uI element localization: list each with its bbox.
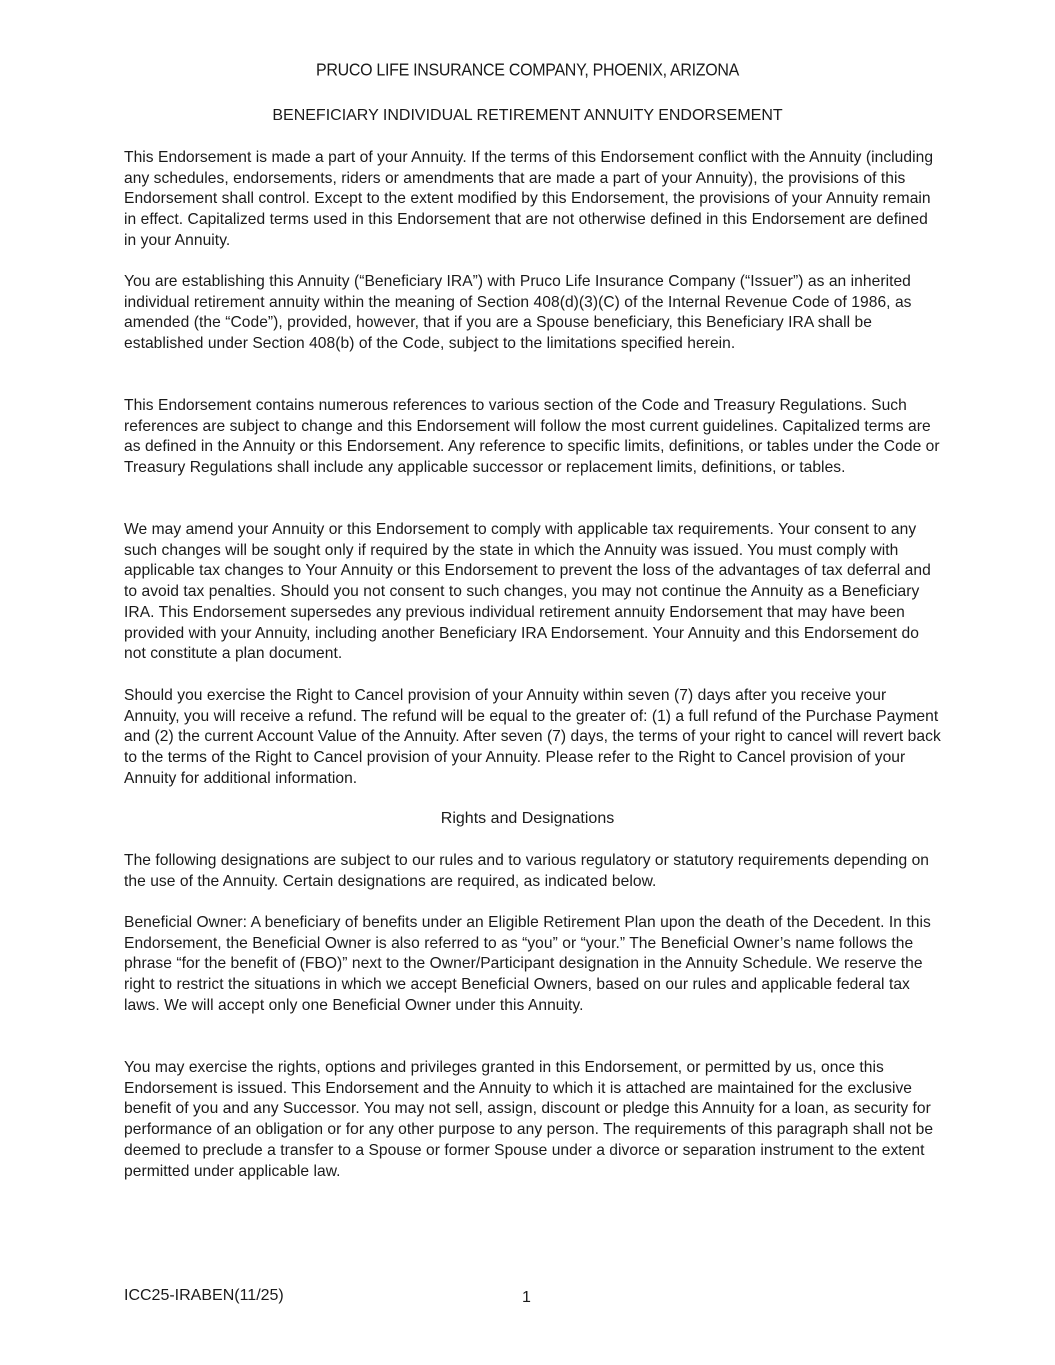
paragraph-amendments: We may amend your Annuity or this Endorsement to comply with applicable tax requirements. Your consent to any such changes will be sought only if required by the state in which the Annuity was issued. You must comply with applicable tax changes to Your Annuity or this Endorsement to prevent the loss of the advantages of tax deferral and to avoid tax penalties. Should you not consent to such changes, you may not continue the Annuity as a Beneficiary IRA. This Endorsement supersedes any previous individual retirement annuity Endorsement that may have been provided with your Annuity, including another Beneficiary IRA Endorsement. Your Annuity and this Endorsement do not constitute a plan document. bbox=[124, 521, 931, 663]
paragraph-right-to-cancel: Should you exercise the Right to Cancel provision of your Annuity within seven (7) days after you receive your Annuity, you will receive a refund. The refund will be equal to the greater of: (1) a full refund of the Purchase Payment and (2) the current Account Value of the Annuity. After seven (7) days, the terms of your right to cancel will revert back to the terms of the Right to Cancel provision of your Annuity. Please refer to the Right to Cancel provision of your Annuity for additional information. bbox=[124, 687, 941, 787]
paragraph-endorsement-intro: This Endorsement is made a part of your Annuity. If the terms of this Endorsement conflict with the Annuity (including any schedules, endorsements, riders or amendments that are made a part of your Annuity), the provisions of this Endorsement shall control. Except to the extent modified by this Endorsement, the provisions of your Annuity remain in effect. Capitalized terms used in this Endorsement that are not otherwise defined in this Endorsement are defined in your Annuity. bbox=[124, 149, 934, 249]
page-number: 1 bbox=[522, 1289, 531, 1306]
beneficial-owner-term: Beneficial Owner: bbox=[124, 914, 248, 931]
section-heading: Rights and Designations bbox=[440, 810, 615, 827]
beneficial-owner-definition: A beneficiary of benefits under an Eligible Retirement Plan upon the death of the Decedent. In this Endorsement, the Beneficial Owner is also referred to as “you” or “your.” The Beneficial Owner’s name follows the phrase “for the benefit of (FBO)” next to the Owner/Participant designation in the Annuity Schedule. We reserve the right to restrict the situations in which we accept Beneficial Owners, based on our rules and applicable federal tax laws. We will accept only one Beneficial Owner under this Annuity. bbox=[124, 914, 931, 1014]
paragraph-designations-intro: The following designations are subject to our rules and to various regulatory or statutory requirements depending on the use of the Annuity. Certain designations are required, as indicated below. bbox=[124, 852, 930, 890]
paragraph-establishing-annuity: You are establishing this Annuity (“Beneficiary IRA”) with Pruco Life Insurance Company (“Issuer”) as an inherited individual retirement annuity within the meaning of Section 408(d)(3)(C) of the Internal Revenue Code of 1986, as amended (the “Code”), provided, however, that if you are a Spouse beneficiary, this Beneficiary IRA shall be established under Section 408(b) of the Code, subject to the limitations specified herein. bbox=[124, 273, 912, 353]
paragraph-rights-and-privileges: You may exercise the rights, options and privileges granted in this Endorsement, or permitted by us, once this Endorsement is issued. This Endorsement and the Annuity to which it is attached are maintained for the exclusive benefit of you and any Successor. You may not sell, assign, discount or pledge this Annuity for a loan, as security for performance of an obligation or for any other purpose to any person. The requirements of this paragraph shall not be deemed to preclude a transfer to a Spouse or former Spouse under a divorce or separation instrument to the extent permitted under applicable law. bbox=[124, 1059, 934, 1180]
company-header: PRUCO LIFE INSURANCE COMPANY, PHOENIX, ARIZONA bbox=[315, 60, 740, 80]
paragraph-beneficial-owner bbox=[124, 913, 944, 1017]
form-identifier: ICC25-IRABEN(11/25) bbox=[124, 1287, 284, 1304]
document-title: BENEFICIARY INDIVIDUAL RETIREMENT ANNUITY ENDORSEMENT bbox=[272, 107, 783, 124]
paragraph-code-references: This Endorsement contains numerous references to various section of the Code and Treasury Regulations. Such references are subject to change and this Endorsement will follow the most current guidelines. Capitalized terms are as defined in the Annuity or this Endorsement. Any reference to specific limits, definitions, or tables under the Code or Treasury Regulations shall include any applicable successor or replacement limits, definitions, or tables. bbox=[124, 397, 940, 477]
